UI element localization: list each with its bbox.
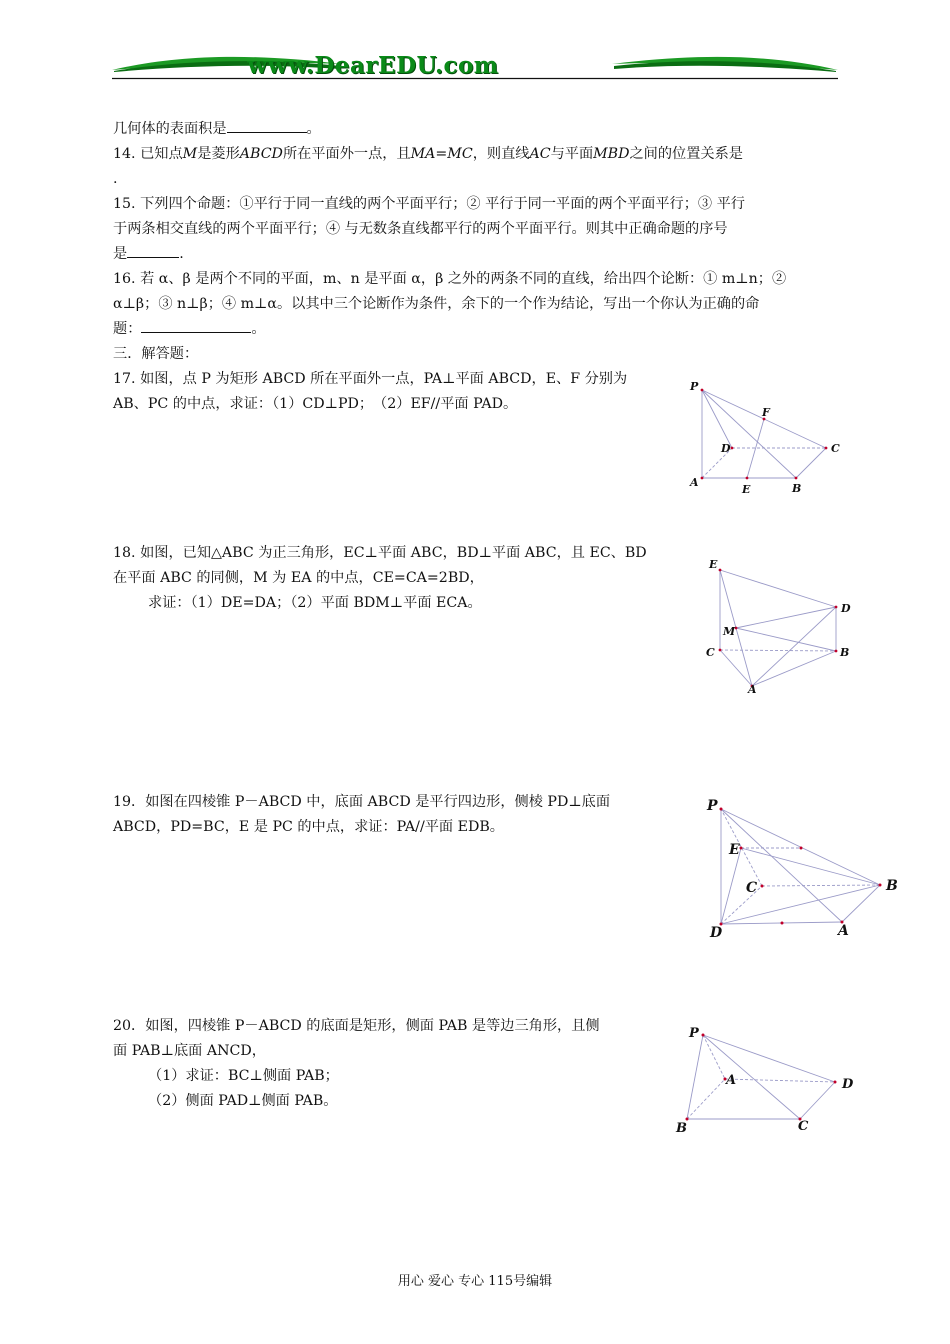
text-span: 。 bbox=[306, 121, 321, 137]
question-block-top bbox=[113, 117, 841, 367]
q19-line2: ABCD，PD=BC，E 是 PC 的中点，求证：PA//平面 EDB。 bbox=[113, 819, 504, 835]
answer-blank bbox=[227, 118, 307, 133]
text-span: MA=MC bbox=[410, 146, 473, 162]
q17-line2: AB、PC 的中点，求证：（1）CD⊥PD； （2）EF//平面 PAD。 bbox=[113, 396, 518, 412]
label-A: A bbox=[726, 1073, 737, 1088]
label-A: A bbox=[838, 923, 849, 939]
answer-blank bbox=[127, 243, 179, 258]
question-16-line1: 16. 若 α、β 是两个不同的平面，m、n 是平面 α，β 之外的两条不同的直线，给出四个论断：① m⊥n；② bbox=[113, 271, 787, 287]
site-logo-text: www.DearEDU.com bbox=[247, 52, 499, 79]
q18-line1: 18. 如图，已知△ABC 为正三角形，EC⊥平面 ABC，BD⊥平面 ABC，且 EC、BD bbox=[113, 545, 647, 561]
label-P: P bbox=[690, 380, 699, 393]
label-F: F bbox=[762, 406, 770, 419]
label-C: C bbox=[746, 880, 758, 896]
label-E: E bbox=[742, 483, 751, 496]
text-span: 是 bbox=[113, 246, 128, 262]
figure-19 bbox=[704, 796, 904, 946]
label-C: C bbox=[798, 1119, 809, 1134]
text-span: 所在平面外一点，且 bbox=[282, 146, 411, 162]
label-B: B bbox=[886, 878, 898, 894]
label-D: D bbox=[721, 442, 731, 455]
question-15-line3 bbox=[113, 242, 841, 267]
label-E: E bbox=[729, 842, 740, 858]
q20-line3: （1）求证：BC⊥侧面 PAB； bbox=[148, 1068, 339, 1084]
text-span: M bbox=[182, 146, 198, 162]
figure-17 bbox=[686, 378, 846, 498]
label-E: E bbox=[709, 558, 718, 571]
label-C: C bbox=[706, 646, 715, 659]
section-heading-solve: 三．解答题： bbox=[113, 346, 199, 362]
q20-line1: 20．如图，四棱锥 P－ABCD 的底面是矩形，侧面 PAB 是等边三角形，且侧 bbox=[113, 1018, 600, 1034]
label-P: P bbox=[707, 798, 718, 814]
question-20 bbox=[113, 1014, 673, 1114]
text-span: . bbox=[179, 246, 184, 262]
text-span: ，则直线 bbox=[472, 146, 530, 162]
question-19 bbox=[113, 790, 688, 840]
question-18 bbox=[113, 541, 683, 616]
q18-line2: 在平面 ABC 的同侧，M 为 EA 的中点，CE=CA=2BD， bbox=[113, 570, 484, 586]
label-B: B bbox=[792, 482, 802, 495]
label-B: B bbox=[676, 1121, 687, 1136]
label-D: D bbox=[710, 925, 723, 941]
label-C: C bbox=[831, 442, 840, 455]
figure-18 bbox=[704, 556, 864, 696]
text-span: 。 bbox=[251, 321, 266, 337]
label-M: M bbox=[723, 625, 736, 638]
text-span: 已知点 bbox=[140, 146, 183, 162]
label-D: D bbox=[842, 1077, 854, 1092]
text-span: 题： bbox=[113, 321, 142, 337]
figure-18-diagram bbox=[704, 556, 864, 696]
question-16-line2: α⊥β；③ n⊥β；④ m⊥α。以其中三个论断作为条件，余下的一个作为结论，写出一个你认为正确的命 bbox=[113, 296, 760, 312]
surface-area-line bbox=[113, 117, 841, 142]
label-P: P bbox=[689, 1026, 699, 1041]
text-span: 与平面 bbox=[550, 146, 594, 162]
question-15-line1: 15. 下列四个命题：①平行于同一直线的两个平面平行；② 平行于同一平面的两个平面平行；③ 平行 bbox=[113, 196, 745, 212]
label-D: D bbox=[841, 602, 851, 615]
text-span: 几何体的表面积是 bbox=[113, 121, 227, 137]
text-span: MBD bbox=[593, 146, 630, 162]
figure-20-diagram bbox=[674, 1022, 864, 1142]
text-span: AC bbox=[529, 146, 551, 162]
question-17 bbox=[113, 367, 673, 417]
q20-line4: （2）侧面 PAD⊥侧面 PAB。 bbox=[148, 1093, 338, 1109]
text-span: 是菱形 bbox=[197, 146, 240, 162]
q14-number: 14. bbox=[113, 146, 141, 162]
label-B: B bbox=[840, 646, 850, 659]
q18-line3: 求证：（1）DE=DA；（2）平面 BDM⊥平面 ECA。 bbox=[148, 595, 482, 611]
q19-line1: 19．如图在四棱锥 P－ABCD 中，底面 ABCD 是平行四边形，侧棱 PD⊥底面 bbox=[113, 794, 611, 810]
q14-trailing-dot: . bbox=[113, 171, 118, 187]
q17-line1: 17. 如图，点 P 为矩形 ABCD 所在平面外一点，PA⊥平面 ABCD，E、F 分别为 bbox=[113, 371, 628, 387]
figure-19-diagram bbox=[704, 796, 904, 946]
q20-line2: 面 PAB⊥底面 ANCD， bbox=[113, 1043, 266, 1059]
text-span: 之间的位置关系是 bbox=[629, 146, 743, 162]
question-16-line3 bbox=[113, 317, 841, 342]
label-A: A bbox=[748, 683, 757, 696]
answer-blank bbox=[141, 318, 251, 333]
label-A: A bbox=[690, 476, 699, 489]
figure-20 bbox=[674, 1022, 864, 1142]
figure-17-diagram bbox=[686, 378, 846, 498]
question-15-line2: 于两条相交直线的两个平面平行；④ 与无数条直线都平行的两个平面平行。则其中正确命题的序号 bbox=[113, 221, 728, 237]
question-14 bbox=[113, 142, 841, 167]
text-span: ABCD bbox=[239, 146, 283, 162]
page-footer: 用心 爱心 专心 115号编辑 bbox=[397, 1274, 553, 1289]
